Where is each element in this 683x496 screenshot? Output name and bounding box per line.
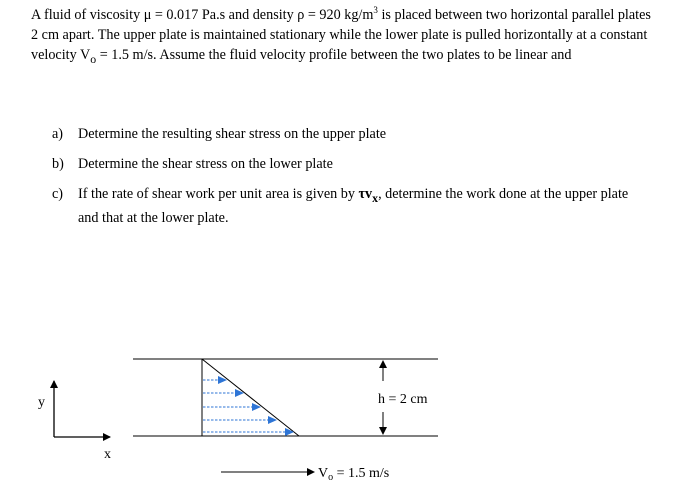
question-c-text-post: , determine the work done at the upper plate and that at the lower plate. [78, 186, 629, 226]
question-c-label: c) [52, 186, 64, 202]
velocity-label-subscript: o [328, 472, 334, 483]
velocity-subscript: o [90, 51, 97, 66]
y-axis-label: y [38, 395, 45, 410]
velocity-profile-line [202, 359, 299, 436]
question-b-label: b) [52, 156, 64, 172]
plate-velocity-label [318, 466, 389, 483]
velocity-symbol-v: V [318, 466, 329, 481]
question-b-text: Determine the shear stress on the lower plate [78, 156, 333, 172]
question-a-label: a) [52, 126, 64, 142]
x-subscript: x [372, 190, 379, 205]
question-c-text-pre: If the rate of shear work per unit area is given by [78, 186, 359, 202]
question-a-text: Determine the resulting shear stress on the upper plate [78, 126, 387, 142]
density-exponent: 3 [373, 5, 378, 15]
velocity-symbol: v [365, 186, 373, 202]
problem-intro-3: = 1.5 m/s. Assume the fluid velocity profile between the two plates to be linear and [96, 47, 572, 63]
x-axis-label: x [104, 447, 111, 462]
velocity-value: = 1.5 m/s [333, 466, 390, 481]
tau-symbol: τ [358, 186, 366, 202]
problem-intro-1: A fluid of viscosity μ = 0.017 Pa.s and density ρ = 920 kg/m [31, 7, 374, 23]
gap-label: h = 2 cm [378, 392, 428, 407]
problem-intro-2: is placed between two horizontal parallel plates 2 cm apart. The upper plate is maintained stationary while the lower plate is pulled horizontally at a constant velocity V [31, 7, 651, 63]
